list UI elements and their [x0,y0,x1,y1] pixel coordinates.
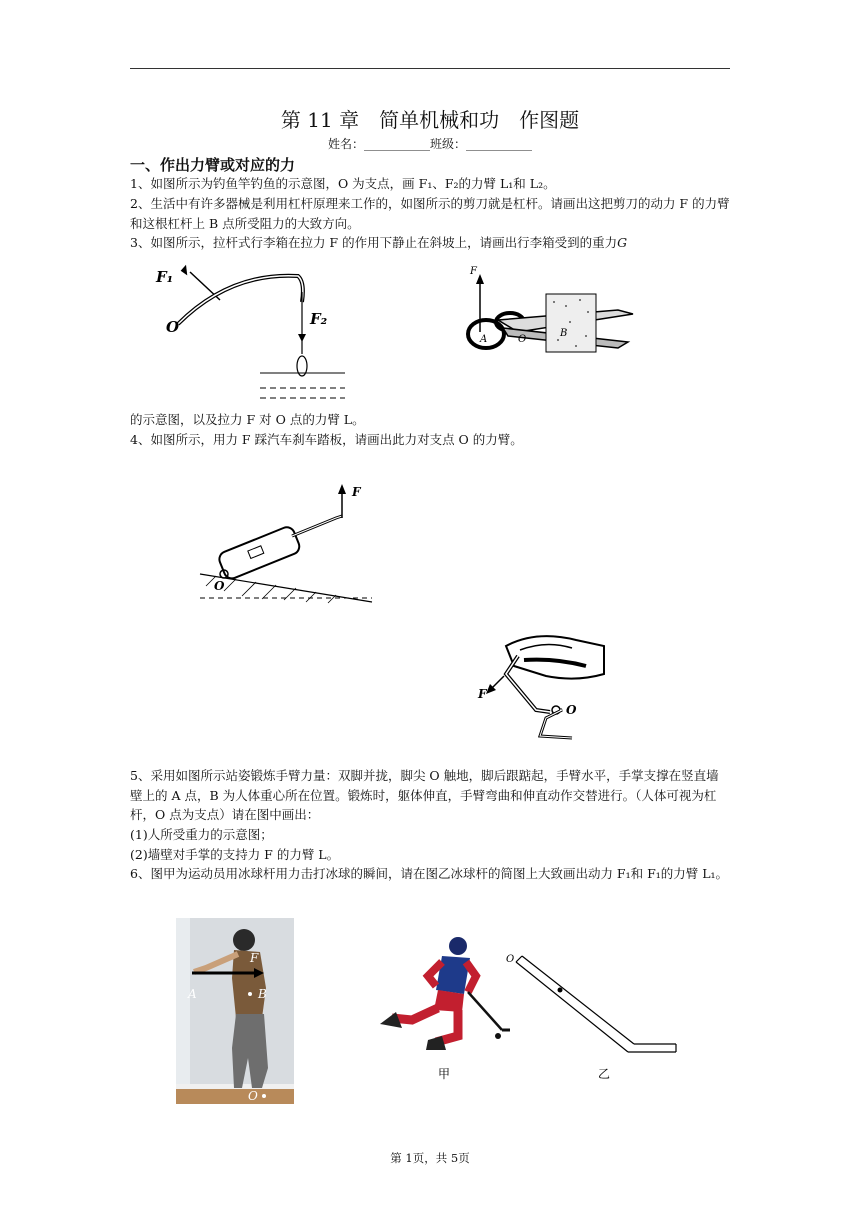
label-b: B [258,987,267,1001]
question-6: 6、图甲为运动员用冰球杆用力击打冰球的瞬间，请在图乙冰球杆的简图上大致画出动力 F₁和 F₁的力臂 L₁。 [130,866,729,881]
label-a: A [188,987,197,1001]
hockey-player-figure [372,932,515,1082]
label-f1: F₁ [156,268,174,286]
name-class-line: 姓名：___________班级：___________ [327,137,532,151]
label-f: F [478,687,487,701]
label-f: F [470,266,477,277]
label-f2: F₂ [310,310,328,328]
label-o: O [166,318,180,336]
label-o: O [506,954,515,965]
label-o: O [518,334,527,345]
label-f: F [250,951,259,965]
label-o: O [214,579,225,593]
header-rule [130,68,730,69]
question-3: 3、如图所示，拉杆式行李箱在拉力 F 的作用下静止在斜坡上，请画出行李箱受到的重力𝐺 [130,235,628,250]
hockey-stick-figure [500,944,690,1084]
question-5-part-2: (2)墙壁对手掌的支持力 F 的力臂 L。 [130,847,340,862]
label-a: A [480,334,488,345]
scissors-figure [458,262,638,362]
label-f: F [352,485,361,499]
page-title: 第 11 章 简单机械和功 作图题 [280,108,580,132]
section-heading: 一、作出力臂或对应的力 [130,156,296,174]
question-2: 2、生活中有许多器械是利用杠杆原理来工作的，如图所示的剪刀就是杠杆。请画出这把剪刀的动力 F 的力臂和这根杠杆上 B 点所受阻力的大致方向。 [130,196,730,231]
label-o: O [566,703,577,717]
brake-pedal-figure [476,626,606,746]
question-5-part-1: (1)人所受重力的示意图； [130,827,273,842]
label-jia: 甲 [438,1067,451,1081]
fishing-rod-figure [150,262,360,402]
label-b: B [560,328,568,339]
question-1: 1、如图所示为钓鱼竿钓鱼的示意图，O 为支点，画 F₁、F₂的力臂 L₁和 L₂。 [130,176,556,191]
luggage-figure [196,478,376,604]
label-yi: 乙 [598,1067,611,1081]
person-wall-figure [176,918,294,1104]
page-footer: 第 1页，共 5页 [390,1151,470,1165]
question-3-continued: 的示意图，以及拉力 F 对 O 点的力臂 L。 [130,412,365,427]
label-o: O [248,1089,258,1103]
question-4: 4、如图所示，用力 F 踩汽车刹车踏板，请画出此力对支点 O 的力臂。 [130,432,523,447]
question-5: 5、采用如图所示站姿锻炼手臂力量：双脚并拢，脚尖 O 触地，脚后跟踮起，手臂水平，手掌支撑在竖直墙壁上的 A 点，B 为人体重心所在位置。锻炼时，躯体伸直，手臂弯曲和伸直动作交替进行。（人体可视为杠杆，O 点为支点）请在图中画出： [130,768,719,822]
